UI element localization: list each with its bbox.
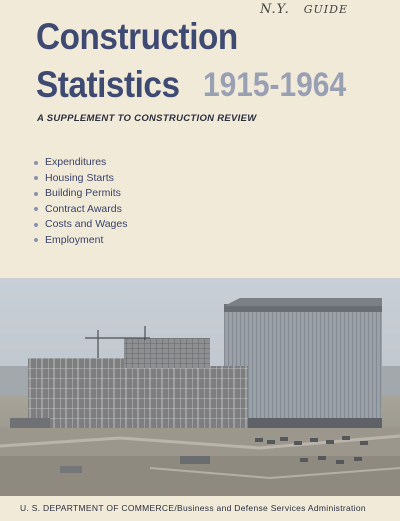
handwritten-note-left: N.Y. <box>260 2 290 17</box>
title-line-1: Construction <box>36 16 238 57</box>
bullet-icon <box>34 161 38 165</box>
topic-item <box>34 171 127 187</box>
bullet-icon <box>34 238 38 242</box>
topic-item <box>34 186 127 202</box>
construction-site-photo <box>0 278 400 496</box>
topic-item <box>34 233 127 249</box>
topic-label: Contract Awards <box>45 202 122 215</box>
subtitle: A SUPPLEMENT TO CONSTRUCTION REVIEW <box>37 113 257 124</box>
title-line-2: Statistics <box>36 64 180 105</box>
handwritten-note <box>260 2 348 17</box>
topic-item <box>34 217 127 233</box>
handwritten-note-right: GUIDE <box>303 3 348 16</box>
topics-list <box>34 155 127 248</box>
title-years: 1915-1964 <box>203 66 347 104</box>
bullet-icon <box>34 192 38 196</box>
topic-label: Building Permits <box>45 187 121 199</box>
bullet-icon <box>34 223 38 227</box>
topic-label: Costs and Wages <box>45 218 128 230</box>
topic-label: Housing Starts <box>45 171 114 184</box>
topic-item <box>34 155 127 171</box>
topic-label: Employment <box>45 233 104 246</box>
bullet-icon <box>34 176 38 180</box>
topic-item <box>34 202 127 218</box>
bullet-icon <box>34 207 38 211</box>
topic-label: Expenditures <box>45 156 107 168</box>
publisher-line: U. S. DEPARTMENT OF COMMERCE/Business and Defense Services Administration <box>20 503 366 513</box>
